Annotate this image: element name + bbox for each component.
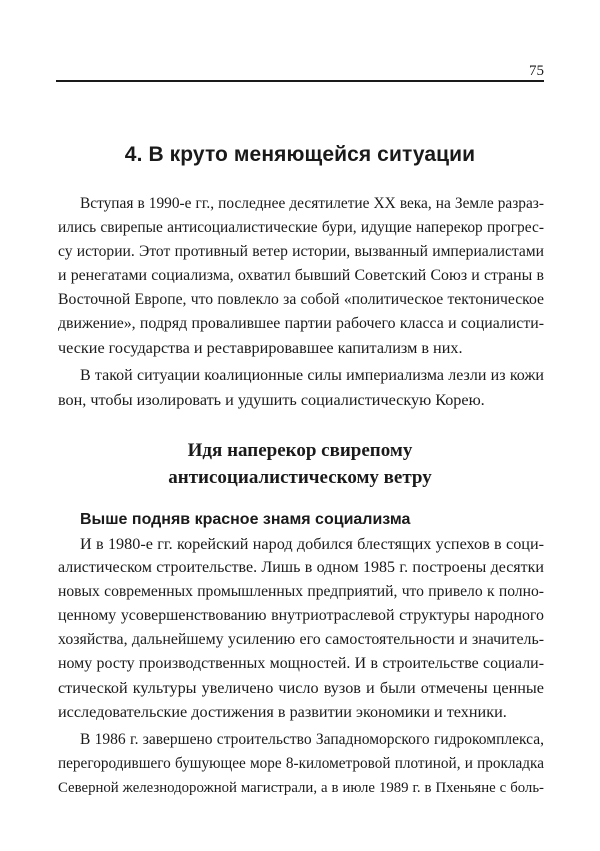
section-title-line-2: антисоциалистическому ветру [168,467,432,488]
text-line: новых современных промышленных предприятий, что привело к полно- [58,583,544,600]
text-line: хозяйства, дальнейшему усилению его самостоятельности и значитель- [58,631,544,648]
text-line: Восточной Европе, что повлекло за собой «политическое тектоническое [58,291,544,308]
text-line: Вступая в 1990-е гг., последнее десятилетие XX века, на Земле разраз- [80,195,544,212]
text-line: вон, чтобы изолировать и удушить социалистическую Корею. [58,391,485,409]
subsection-paragraph-2 [58,728,544,800]
text-line: ному росту производственных мощностей. И в строительстве социали- [58,655,544,672]
page-number: 75 [529,63,544,79]
text-line: исследовательские достижения в развитии экономики и техники. [58,703,507,721]
chapter-title: 4. В круто меняющейся ситуации [124,143,476,166]
text-line: ились свирепые антисоциалистические бури, идущие наперекор прогрес- [58,219,544,236]
subsection-paragraph-1 [58,532,544,724]
text-line: ческие государства и реставрировавшее капитализм в них. [58,339,463,357]
text-line: стической культуры увеличено число вузов и были отмечены ценные [58,679,544,697]
text-line: В 1986 г. завершено строительство Западноморского гидрокомплекса, [80,731,544,748]
text-line: алистическом строительстве. Лишь в одном 1985 г. построены десятки [58,559,544,576]
text-line: и ренегатами социализма, охватил бывший Советский Союз и страны в [58,267,544,284]
text-line: Северной железнодорожной магистрали, а в июле 1989 г. в Пхеньяне с боль- [58,780,544,796]
text-line: ценному усовершенствованию внутриотраслевой структуры народного [58,607,544,624]
text-line: перегородившего бушующее море 8-километровой плотиной, и прокладка [58,755,544,772]
text-line: В такой ситуации коалиционные силы империализма лезли из кожи [80,367,544,384]
header-rule [56,80,544,82]
text-line: И в 1980-е гг. корейский народ добился блестящих успехов в соци- [80,535,544,553]
section-title [56,437,544,491]
subsection-text [58,532,544,804]
section-title-line-1: Идя наперекор свирепому [187,440,413,461]
intro-text [58,192,544,416]
text-line: движение», подряд провалившее партии рабочего класса и социалисти- [58,315,544,332]
intro-paragraph-1 [58,192,544,360]
text-line: су истории. Этот противный ветер истории, вызванный империалистами [58,243,544,260]
subsection-title: Выше подняв красное знамя социализма [80,511,411,528]
intro-paragraph-2 [58,364,544,412]
